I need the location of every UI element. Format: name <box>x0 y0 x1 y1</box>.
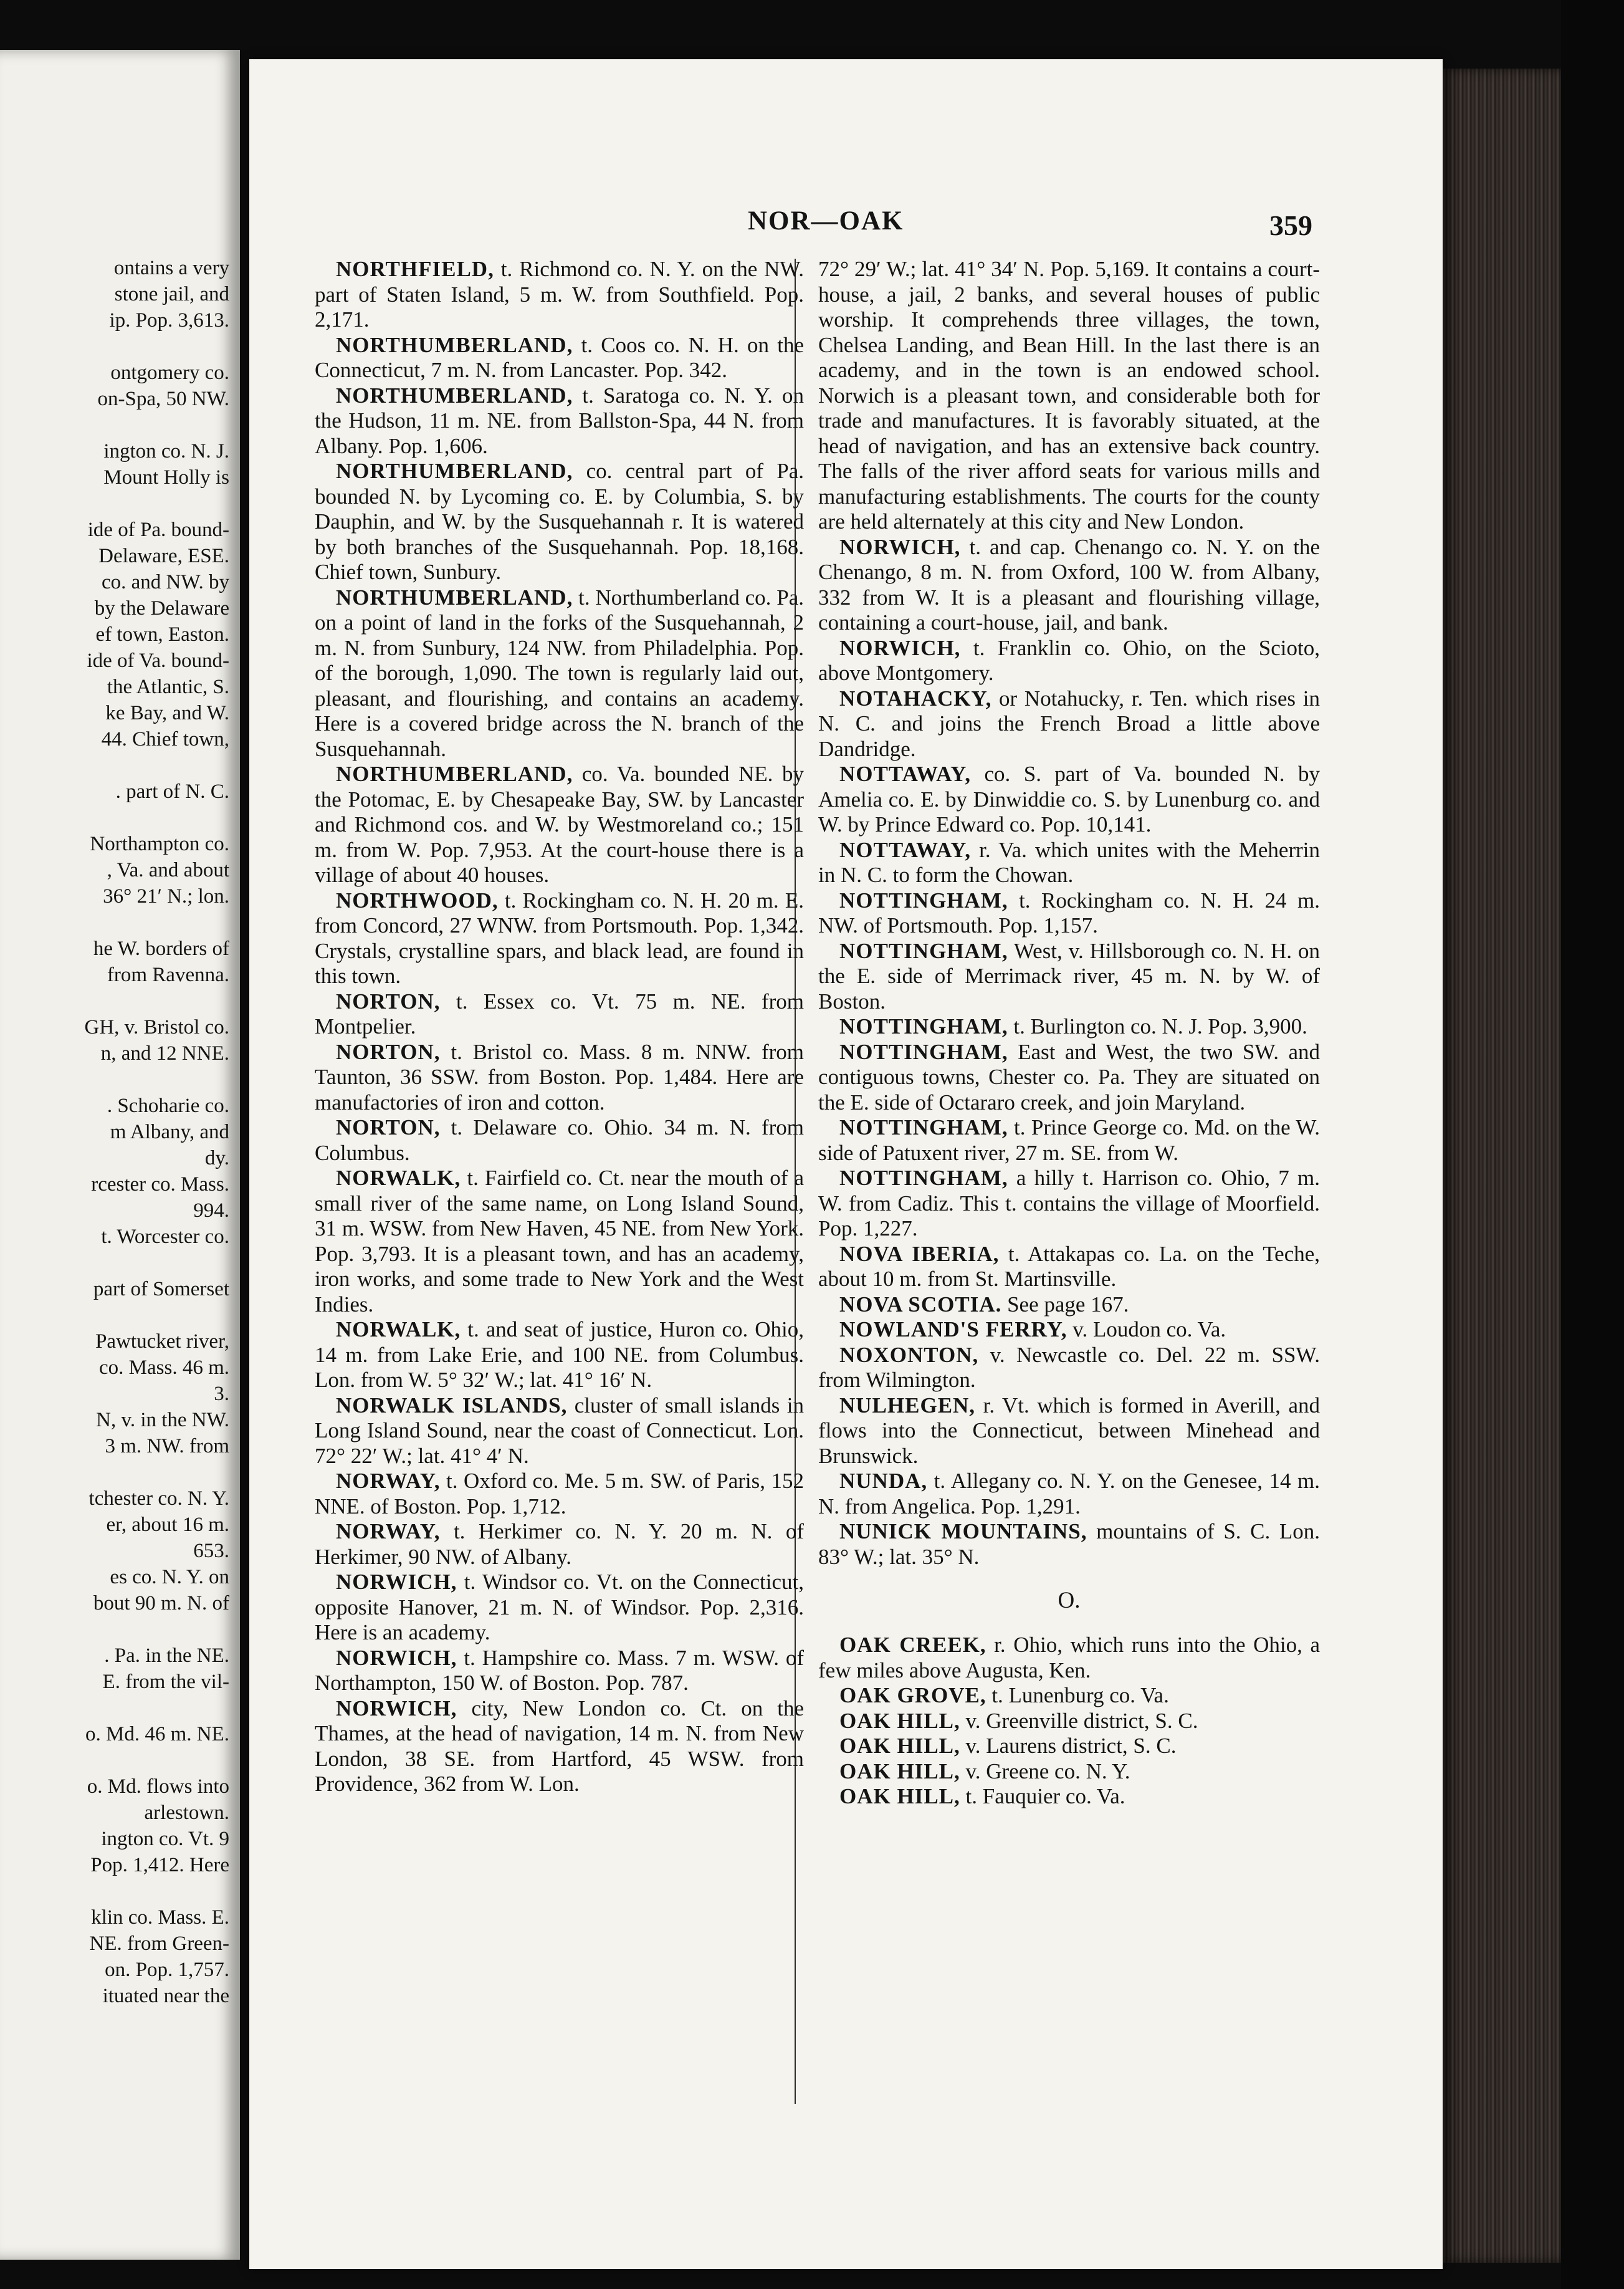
gazetteer-entry <box>315 1519 804 1570</box>
gazetteer-entry <box>315 1696 804 1797</box>
left-page-text-fragment: co. and NW. by <box>102 571 229 593</box>
right-column-entries <box>818 257 1320 1570</box>
gazetteer-entry <box>818 1759 1320 1785</box>
entry-headword: NORWICH, <box>336 1645 457 1670</box>
gazetteer-entry <box>818 636 1320 686</box>
gazetteer-entry <box>315 1115 804 1166</box>
left-page-text-fragment: he W. borders of <box>93 938 229 960</box>
entry-headword: NOXONTON, <box>839 1342 979 1367</box>
entry-headword: NORWICH, <box>336 1570 457 1594</box>
left-page-text-fragment: m Albany, and <box>110 1121 229 1143</box>
left-page-text-fragment: 3 m. NW. from <box>105 1435 229 1457</box>
entry-headword: NORWALK ISLANDS, <box>336 1393 568 1418</box>
entry-text: city, New London co. Ct. on the Thames, at the head of navigation, 14 m. N. from New London, 38 SE. from Hartford, 45 WSW. from Providence, 362 from W. Lon. <box>315 1696 804 1796</box>
left-page-text-fragment: arlestown. <box>144 1802 229 1824</box>
entry-headword: NORWICH, <box>839 534 961 559</box>
left-page-text-fragment: bout 90 m. N. of <box>93 1592 229 1615</box>
gazetteer-entry <box>315 1469 804 1519</box>
gazetteer-entry <box>818 1519 1320 1570</box>
gazetteer-entry <box>818 1115 1320 1166</box>
entry-text: t. Rockingham co. N. H. 20 m. E. from Concord, 27 WNW. from Portsmouth. Pop. 1,342. Crystals, crystalline spars, and black lead, are found in this town. <box>315 888 804 988</box>
left-page-text-fragment: 3. <box>214 1383 229 1405</box>
entry-headword: NORTON, <box>336 989 441 1014</box>
left-page-text-fragment <box>0 413 229 438</box>
left-page-text-fragment: ington co. N. J. <box>103 440 229 463</box>
gazetteer-entry <box>818 1393 1320 1469</box>
entry-text: t. Windsor co. Vt. on the Connecticut, opposite Hanover, 21 m. N. of Windsor. Pop. 2,316. Here is an academy. <box>315 1570 804 1644</box>
left-page-text-fragment: o. Md. 46 m. NE. <box>85 1723 229 1745</box>
entry-headword: NOTTAWAY, <box>839 837 971 862</box>
entry-text: t. and cap. Chenango co. N. Y. on the Chenango, 8 m. N. from Oxford, 100 W. from Albany, 332 from W. It is a pleasant and flourishing village, containing a court-house, jail, and bank. <box>818 534 1320 635</box>
gazetteer-entry <box>818 1292 1320 1318</box>
entry-headword: NORWAY, <box>336 1469 441 1493</box>
left-page-text-fragment <box>0 1303 229 1328</box>
left-page-text-fragment <box>0 989 229 1014</box>
entry-text: See page 167. <box>1001 1292 1129 1317</box>
gazetteer-entry <box>315 333 804 383</box>
entry-text: co. S. part of Va. bounded N. by Amelia co. E. by Dinwiddie co. S. by Lunenburg co. and W. by Prince Edward co. Pop. 10,141. <box>818 762 1320 837</box>
gazetteer-entry <box>818 1469 1320 1519</box>
entry-text: t. Fairfield co. Ct. near the mouth of a small river of the same name, on Long Island Sound, 31 m. WSW. from New Haven, 45 NE. from New York. Pop. 3,793. It is a pleasant town, and has an academy, iron works, and some trade to New York and the West Indies. <box>315 1166 804 1317</box>
gazetteer-entry <box>818 888 1320 939</box>
left-page-text-fragment: dy. <box>204 1147 229 1169</box>
left-page-text-fragment: 44. Chief town, <box>101 728 229 751</box>
left-page-text-fragment <box>0 1250 229 1275</box>
gazetteer-entry <box>818 1633 1320 1683</box>
entry-headword: NOTTINGHAM, <box>839 1166 1008 1190</box>
right-column <box>818 257 1320 1810</box>
left-page-text-fragment: ef town, Easton. <box>95 623 229 646</box>
gazetteer-entry <box>818 686 1320 762</box>
entry-headword: NOTTINGHAM, <box>839 1039 1008 1064</box>
entry-text: t. Essex co. Vt. 75 m. NE. from Montpelier. <box>315 989 804 1039</box>
gazetteer-entry <box>818 257 1320 535</box>
entry-headword: NORTON, <box>336 1039 441 1064</box>
left-page-text-fragment: Mount Holly is <box>103 466 229 489</box>
left-page-text-fragment: . part of N. C. <box>115 780 229 803</box>
left-facing-page <box>0 50 240 2260</box>
left-page-text-fragment <box>0 1617 229 1642</box>
entry-text: or Notahucky, r. Ten. which rises in N. C. and joins the French Broad a little above Dandridge. <box>818 686 1320 761</box>
left-page-text-fragment: stone jail, and <box>114 283 229 305</box>
entry-text: co. Va. bounded NE. by the Potomac, E. by Chesapeake Bay, SW. by Lancaster and Richmond cos. and W. by Westmoreland co.; 151 m. from W. Pop. 7,953. At the court-house there is a village of about 40 houses. <box>315 762 804 887</box>
left-page-text-fragment <box>0 805 229 830</box>
entry-headword: NORWAY, <box>336 1519 441 1543</box>
entry-headword: NORTHFIELD, <box>336 257 494 281</box>
left-page-text-fragment: co. Mass. 46 m. <box>99 1356 229 1379</box>
left-page-text-fragment: o. Md. flows into <box>87 1775 229 1798</box>
left-page-text-fragment: 653. <box>193 1540 229 1562</box>
entry-headword: NORTHUMBERLAND, <box>336 459 573 483</box>
entry-headword: NORWALK, <box>336 1317 461 1341</box>
left-page-text-fragment: part of Somerset <box>93 1278 229 1300</box>
left-page-text-fragment: on. Pop. 1,757. <box>105 1959 229 1981</box>
entry-headword: OAK CREEK, <box>839 1633 986 1657</box>
entry-headword: OAK HILL, <box>839 1708 960 1733</box>
entry-text: East and West, the two SW. and contiguous towns, Chester co. Pa. They are situated on the E. side of Octararo creek, and join Maryland. <box>818 1039 1320 1115</box>
entry-text: v. Newcastle co. Del. 22 m. SSW. from Wilmington. <box>818 1342 1320 1392</box>
entry-text: r. Ohio, which runs into the Ohio, a few miles above Augusta, Ken. <box>818 1633 1320 1682</box>
entry-headword: NOTTINGHAM, <box>839 888 1008 913</box>
gazetteer-entry <box>315 1570 804 1646</box>
left-column <box>315 257 804 1797</box>
left-page-text-fragment: ide of Va. bound- <box>87 650 229 672</box>
gazetteer-entry <box>818 838 1320 888</box>
left-page-text-fragment: es co. N. Y. on <box>110 1566 229 1588</box>
page-number: 359 <box>1269 209 1312 241</box>
gazetteer-entry <box>315 383 804 459</box>
entry-text: t. Hampshire co. Mass. 7 m. WSW. of Northampton, 150 W. of Boston. Pop. 787. <box>315 1645 804 1695</box>
background-shadow <box>1561 0 1624 2289</box>
entry-text: v. Greenville district, S. C. <box>960 1708 1198 1733</box>
left-page-text-fragment: , Va. and about <box>107 859 229 881</box>
entry-headword: NORTON, <box>336 1115 441 1140</box>
left-page-text-fragment: ide of Pa. bound- <box>87 519 229 541</box>
entry-headword: NORTHUMBERLAND, <box>336 383 573 408</box>
entry-headword: NUNDA, <box>839 1469 928 1493</box>
gazetteer-entry <box>818 762 1320 838</box>
entry-text: t. Coos co. N. H. on the Connecticut, 7 m. N. from Lancaster. Pop. 342. <box>315 332 804 382</box>
entry-text: co. central part of Pa. bounded N. by Lycoming co. E. by Columbia, S. by Dauphin, and W. by the Susquehannah r. It is watered by both branches of the Susquehannah. Pop. 18,168. Chief town, Sunbury. <box>315 459 804 584</box>
left-page-text-fragment: 36° 21′ N.; lon. <box>103 885 229 908</box>
entry-headword: NORWICH, <box>336 1696 457 1720</box>
entry-headword: NOTTINGHAM, <box>839 1115 1008 1140</box>
entry-text: t. Oxford co. Me. 5 m. SW. of Paris, 152 NNE. of Boston. Pop. 1,712. <box>315 1469 804 1519</box>
entry-headword: NORTHUMBERLAND, <box>336 585 573 610</box>
left-page-text-fragment: ip. Pop. 3,613. <box>109 309 229 332</box>
left-page-text-fragment: t. Worcester co. <box>101 1226 229 1248</box>
gazetteer-entry <box>315 1646 804 1696</box>
entry-text: t. Northumberland co. Pa. on a point of land in the forks of the Susquehannah, 2 m. N. from Sunbury, 124 NW. from Philadelphia. Pop. of the borough, 1,090. The town is regularly laid out, pleasant, and flourishing, and contains an academy. Here is a covered bridge across the N. branch of the Susquehannah. <box>315 585 804 761</box>
entry-text: mountains of S. C. Lon. 83° W.; lat. 35° N. <box>818 1519 1320 1569</box>
gazetteer-entry <box>315 888 804 989</box>
left-page-text-fragment <box>0 491 229 516</box>
gazetteer-entry <box>315 1040 804 1116</box>
entry-text: t. Allegany co. N. Y. on the Genesee, 14 m. N. from Angelica. Pop. 1,291. <box>818 1469 1320 1519</box>
entry-headword: NORTHWOOD, <box>336 888 499 913</box>
entry-headword: NULHEGEN, <box>839 1393 976 1418</box>
gazetteer-entry <box>818 1734 1320 1759</box>
entry-headword: NOWLAND'S FERRY, <box>839 1317 1068 1341</box>
entry-text: t. Franklin co. Ohio, on the Scioto, above Montgomery. <box>818 635 1320 685</box>
gazetteer-entry <box>315 1166 804 1317</box>
left-page-text-fragment <box>0 1067 229 1092</box>
gazetteer-entry <box>315 989 804 1040</box>
entry-headword: NOTTINGHAM, <box>839 938 1008 963</box>
left-page-text-fragment: Delaware, ESE. <box>98 545 229 567</box>
gazetteer-entry <box>315 459 804 585</box>
gazetteer-entry <box>315 585 804 762</box>
oak-entries <box>818 1633 1320 1810</box>
entry-headword: NOVA SCOTIA. <box>839 1292 1002 1317</box>
gazetteer-entry <box>818 1784 1320 1810</box>
left-page-text-fragment: rcester co. Mass. <box>91 1173 229 1196</box>
entry-headword: NOVA IBERIA, <box>839 1241 1000 1266</box>
entry-text: r. Vt. which is formed in Averill, and flows into the Connecticut, between Minehead and Brunswick. <box>818 1393 1320 1468</box>
gazetteer-entry <box>818 1014 1320 1040</box>
entry-headword: NOTTINGHAM, <box>839 1014 1008 1039</box>
left-page-text-fragment: ituated near the <box>102 1985 229 2007</box>
gazetteer-entry <box>315 762 804 888</box>
left-page-text-fragment <box>0 1696 229 1720</box>
left-page-text-fragment: from Ravenna. <box>107 964 229 986</box>
left-page-text-fragment: Pawtucket river, <box>95 1330 229 1353</box>
left-page-text-fragment: . Pa. in the NE. <box>104 1644 229 1667</box>
left-page-text-fragment: ington co. Vt. 9 <box>101 1828 229 1850</box>
gazetteer-entry <box>818 1683 1320 1709</box>
entry-headword: OAK GROVE, <box>839 1683 986 1707</box>
entry-text: t. Rockingham co. N. H. 24 m. NW. of Portsmouth. Pop. 1,157. <box>818 888 1320 938</box>
left-page-text-fragment: er, about 16 m. <box>106 1514 229 1536</box>
left-page-text-fragment: N, v. in the NW. <box>96 1409 229 1431</box>
left-page-text-fragment: 994. <box>193 1199 229 1222</box>
gazetteer-entry <box>818 1709 1320 1734</box>
entry-text: t. Bristol co. Mass. 8 m. NNW. from Taunton, 36 SSW. from Boston. Pop. 1,484. Here are manufactories of iron and cotton. <box>315 1039 804 1115</box>
left-page-text-fragment <box>0 1748 229 1773</box>
left-page-text-fragment <box>0 1879 229 1904</box>
entry-headword: OAK HILL, <box>839 1734 960 1758</box>
left-page-text-fragment <box>0 753 229 778</box>
entry-text: t. Richmond co. N. Y. on the NW. part of Staten Island, 5 m. W. from Southfield. Pop. 2,171. <box>315 257 804 332</box>
section-letter: O. <box>1058 1588 1081 1613</box>
entry-text: t. Lunenburg co. Va. <box>986 1683 1169 1707</box>
left-page-text-fragment <box>0 1460 229 1485</box>
entry-text: t. Saratoga co. N. Y. on the Hudson, 11 m. NE. from Ballston-Spa, 44 N. from Albany. Pop. 1,606. <box>315 383 804 458</box>
gazetteer-entry <box>818 1166 1320 1242</box>
entry-headword: NORTHUMBERLAND, <box>336 762 573 786</box>
running-head: NOR—OAK <box>748 206 904 236</box>
gazetteer-entry <box>818 535 1320 636</box>
entry-headword: NOTAHACKY, <box>839 686 992 711</box>
entry-text: r. Va. which unites with the Meherrin in N. C. to form the Chowan. <box>818 837 1320 887</box>
entry-headword: NORWALK, <box>336 1166 461 1190</box>
gazetteer-entry <box>315 257 804 333</box>
left-page-text-fragment <box>0 334 229 359</box>
left-page-text-fragment <box>0 910 229 935</box>
entry-headword: NORTHUMBERLAND, <box>336 332 573 357</box>
entry-text: t. Delaware co. Ohio. 34 m. N. from Columbus. <box>315 1115 804 1165</box>
entry-text: cluster of small islands in Long Island Sound, near the coast of Connecticut. Lon. 72° 22′ W.; lat. 41° 4′ N. <box>315 1393 805 1468</box>
left-page-text-fragment: Pop. 1,412. Here <box>90 1854 229 1876</box>
gazetteer-entry <box>818 1040 1320 1116</box>
entry-text: t. Herkimer co. N. Y. 20 m. N. of Herkimer, 90 NW. of Albany. <box>315 1519 804 1569</box>
book-page-edges <box>1443 69 1561 2263</box>
left-page-text-fragment: . Schoharie co. <box>107 1095 229 1117</box>
gazetteer-entry <box>818 1317 1320 1343</box>
left-page-text-fragment: by the Delaware <box>94 597 229 620</box>
left-page-text-fragment: Northampton co. <box>90 833 229 855</box>
gazetteer-entry <box>315 1393 804 1469</box>
left-page-text-fragment: ontgomery co. <box>110 362 229 384</box>
entry-text: v. Loudon co. Va. <box>1067 1317 1226 1341</box>
entry-headword: OAK HILL, <box>839 1784 960 1808</box>
entry-text: t. and seat of justice, Huron co. Ohio, 14 m. from Lake Erie, and 100 NE. from Columbus. Lon. from W. 5° 32′ W.; lat. 41° 16′ N. <box>315 1317 804 1392</box>
left-page-text-fragment: NE. from Green- <box>89 1932 229 1955</box>
entry-text: West, v. Hillsborough co. N. H. on the E. side of Merrimack river, 45 m. N. by W. of Boston. <box>818 938 1320 1014</box>
entry-headword: OAK HILL, <box>839 1759 960 1783</box>
left-page-text-fragment: n, and 12 NNE. <box>100 1042 229 1065</box>
left-page-text-fragment: the Atlantic, S. <box>107 676 229 698</box>
entry-headword: NUNICK MOUNTAINS, <box>839 1519 1087 1543</box>
entry-text: t. Attakapas co. La. on the Teche, about 10 m. from St. Martinsville. <box>818 1241 1321 1291</box>
gazetteer-entry <box>818 1242 1320 1292</box>
entry-text: 72° 29′ W.; lat. 41° 34′ N. Pop. 5,169. It contains a court-house, a jail, 2 banks, and several houses of public worship. It comprehends three villages, the town, Chelsea Landing, and Bean Hill. In the last there is an academy, and in the town is an endowed school. Norwich is a pleasant town, and considerable both for trade and manufactures. It is favorably situated, at the head of navigation, and has an extensive back country. The falls of the river afford seats for various mills and manufacturing establishments. The courts for the county are held alternately at this city and New London. <box>818 257 1320 534</box>
left-page-text-fragment: on-Spa, 50 NW. <box>97 388 229 410</box>
entry-headword: NORWICH, <box>839 635 961 660</box>
entry-text: a hilly t. Harrison co. Ohio, 7 m. W. from Cadiz. This t. contains the village of Moorfield. Pop. 1,227. <box>818 1166 1320 1240</box>
entry-text: t. Fauquier co. Va. <box>960 1784 1125 1808</box>
entry-headword: NOTTAWAY, <box>839 762 971 786</box>
left-page-text-fragment: E. from the vil- <box>102 1671 229 1693</box>
gazetteer-entry <box>818 1343 1320 1393</box>
gazetteer-entry <box>818 939 1320 1015</box>
entry-text: t. Prince George co. Md. on the W. side of Patuxent river, 27 m. SE. from W. <box>818 1115 1320 1165</box>
left-page-text-fragment: ke Bay, and W. <box>105 702 229 724</box>
gazetteer-entry <box>315 1317 804 1393</box>
entry-text: v. Greene co. N. Y. <box>960 1759 1130 1783</box>
left-page-text-fragment: tchester co. N. Y. <box>88 1487 229 1510</box>
left-page-text-fragment: ontains a very <box>113 257 229 279</box>
left-page-text-fragment: klin co. Mass. E. <box>91 1906 229 1929</box>
entry-text: t. Burlington co. N. J. Pop. 3,900. <box>1008 1014 1307 1039</box>
left-page-text-fragment: GH, v. Bristol co. <box>84 1016 229 1039</box>
entry-text: v. Laurens district, S. C. <box>960 1734 1177 1758</box>
